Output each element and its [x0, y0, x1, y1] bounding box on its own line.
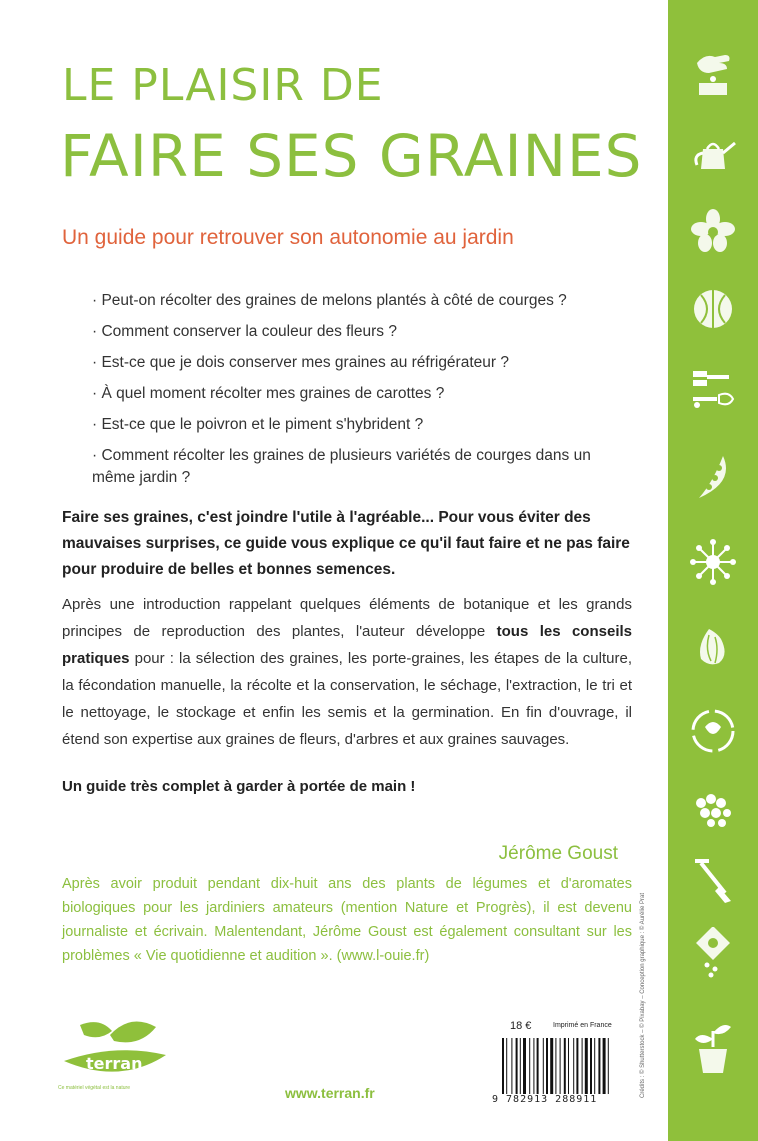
barcode-bar	[560, 1038, 561, 1094]
shovel-icon	[688, 856, 738, 906]
barcode-bar	[603, 1038, 606, 1094]
book-title-line2: FAIRE SES GRAINES	[60, 122, 643, 190]
price: 18 €	[510, 1020, 532, 1032]
barcode-bar	[502, 1038, 504, 1094]
question-item: · Est-ce que le poivron et le piment s'hybrident ?	[92, 416, 424, 433]
barcode-bar	[516, 1038, 518, 1094]
barcode	[500, 1038, 628, 1094]
barcode-bar	[590, 1038, 592, 1094]
seed-packet-icon	[688, 928, 738, 978]
hand-seed-icon	[688, 48, 738, 98]
publisher-logo	[60, 1015, 170, 1105]
barcode-bar	[594, 1038, 595, 1094]
barcode-bar	[511, 1038, 512, 1094]
garden-tools-icon	[688, 364, 738, 414]
question-item: · Comment conserver la couleur des fleurs ?	[92, 323, 397, 340]
barcode-bar	[520, 1038, 521, 1094]
watering-can-icon	[688, 130, 738, 180]
barcode-bar	[506, 1038, 507, 1094]
question-list	[92, 290, 632, 498]
barcode-bar	[533, 1038, 534, 1094]
book-title-line1: LE PLAISIR DE	[62, 60, 384, 111]
icon-sidebar	[668, 0, 758, 1141]
watermelon-icon	[688, 284, 738, 334]
barcode-bar	[546, 1038, 548, 1094]
question-item: · Comment récolter les graines de plusieurs variétés de courges dans un même jardin ?	[92, 447, 591, 486]
barcode-bar	[555, 1038, 556, 1094]
barcode-bar	[582, 1038, 583, 1094]
question-item: · Est-ce que je dois conserver mes graines au réfrigérateur ?	[92, 354, 509, 371]
publisher-tagline: Ce matériel végétal est la nature	[58, 1085, 130, 1091]
intro-paragraph: Faire ses graines, c'est joindre l'utile à l'agréable... Pour vous éviter des mauvaises surprises, ce guide vous explique ce qu'il faut faire et ne pas faire pour produire de belles et bonnes semences.	[62, 509, 630, 578]
isbn-number: 9 782913 288911	[492, 1094, 598, 1105]
barcode-bar	[550, 1038, 553, 1094]
seedling-pot-icon	[688, 1022, 738, 1072]
flower-icon	[688, 206, 738, 256]
seed-cluster-icon	[688, 786, 738, 836]
recycle-icon	[688, 706, 738, 756]
pea-pod-icon	[688, 452, 738, 502]
barcode-bar	[608, 1038, 609, 1094]
barcode-bar	[543, 1038, 544, 1094]
barcode-bar	[573, 1038, 574, 1094]
question-item: · À quel moment récolter mes graines de carottes ?	[92, 385, 445, 402]
closing-line: Un guide très complet à garder à portée de main !	[62, 778, 416, 795]
molecule-icon	[688, 537, 738, 587]
barcode-bar	[568, 1038, 569, 1094]
description-bold: tous les conseils pratiques	[62, 623, 632, 667]
printed-in: Imprimé en France	[553, 1022, 612, 1029]
barcode-bar	[529, 1038, 530, 1094]
publisher-website[interactable]: www.terran.fr	[285, 1085, 375, 1101]
barcode-bar	[523, 1038, 526, 1094]
description-part1: Après une introduction rappelant quelques éléments de botanique et les grands principes de reproduction des plantes, l'auteur développe	[62, 596, 632, 640]
author-name: Jérôme Goust	[498, 843, 618, 864]
publisher-logo-text: terran	[86, 1054, 143, 1073]
barcode-bar	[564, 1038, 566, 1094]
design-credits: Crédits : © Shutterstock – © Pixabay – Conception graphique : © Aurélie Prat	[640, 892, 646, 1098]
description-paragraph	[62, 591, 632, 753]
question-item: · Peut-on récolter des graines de melons plantés à côté de courges ?	[92, 292, 567, 309]
barcode-bar	[585, 1038, 588, 1094]
author-bio: Après avoir produit pendant dix-huit ans des plants de légumes et d'aromates biologiques pour les jardiniers amateurs (mention Nature et Progrès), il est devenu journaliste et écrivain. Malentendant, Jérôme Goust est également consultant sur les problèmes « Vie quotidienne et audition ». (www.l-ouie.fr)	[62, 876, 632, 964]
barcode-bar	[598, 1038, 600, 1094]
onion-icon	[688, 622, 738, 672]
barcode-bar	[576, 1038, 578, 1094]
book-subtitle: Un guide pour retrouver son autonomie au jardin	[62, 226, 514, 249]
description-part2: pour : la sélection des graines, les porte-graines, les étapes de la culture, la fécondation manuelle, la récolte et la conservation, le séchage, l'extraction, le tri et le nettoyage, le stockage et enfin les semis et la germination. En fin d'ouvrage, il étend son expertise aux graines de fleurs, d'arbres et aux graines sauvages.	[62, 650, 632, 748]
barcode-bar	[537, 1038, 539, 1094]
